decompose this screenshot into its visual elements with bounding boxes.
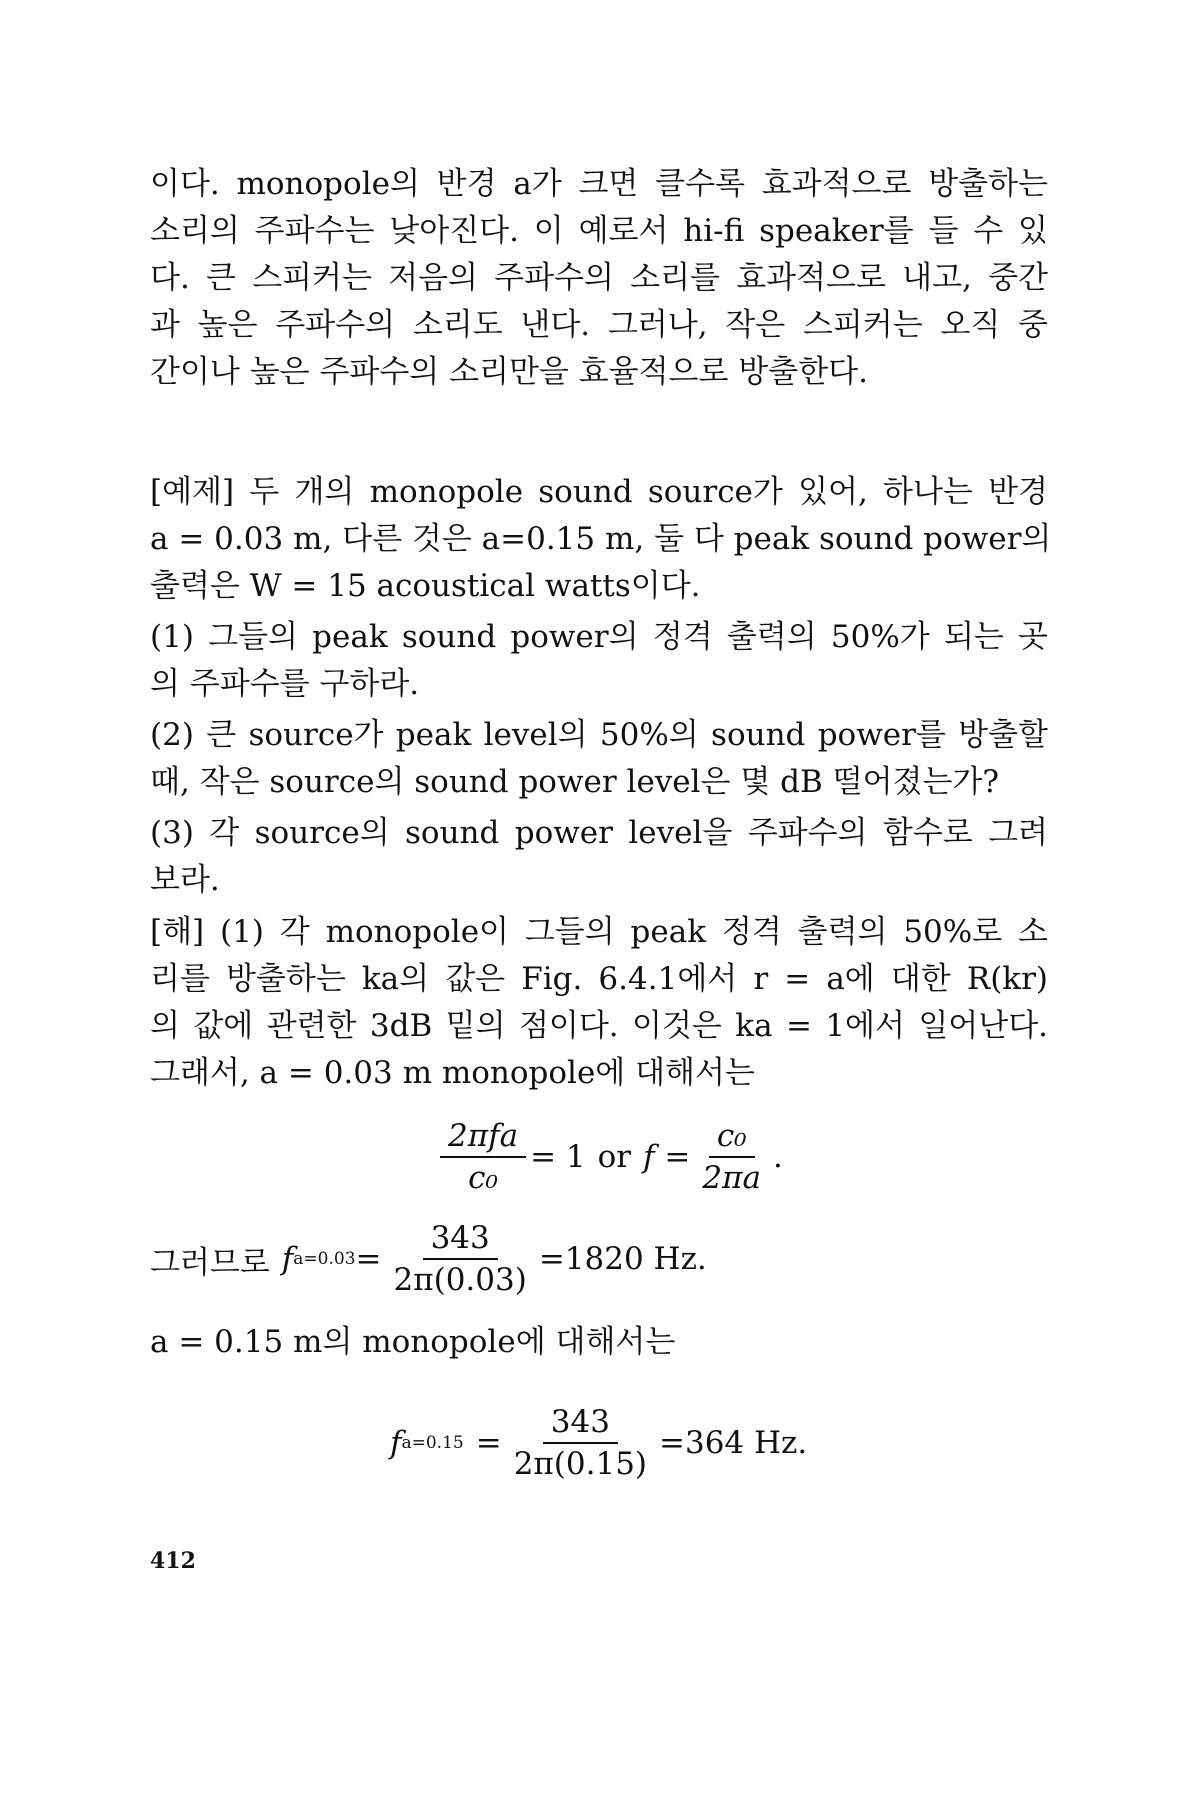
result-large: =364 Hz. (659, 1425, 808, 1461)
or-word: or (597, 1139, 632, 1175)
example-line-5: 의 주파수를 구하라. (150, 666, 420, 702)
result-small: =1820 Hz. (538, 1241, 707, 1277)
fraction-lhs (440, 1118, 526, 1196)
second-intro-line: a = 0.15 m의 monopole에 대해서는 (150, 1324, 676, 1360)
example-line-6: (2) 큰 source가 peak level의 50%의 sound power를 방출할 (150, 717, 1048, 753)
fraction-small (386, 1220, 535, 1298)
intro-line-2: 소리의 주파수는 낮아진다. 이 예로서 hi-fi speaker를 들 수 있 (150, 213, 1048, 249)
fraction-large (506, 1404, 655, 1482)
fraction-rhs-numerator: c₀ (709, 1118, 755, 1158)
equation-f-large (390, 1404, 807, 1482)
example-line-7: 때, 작은 source의 sound power level은 몇 dB 떨어졌는가? (150, 764, 999, 800)
example-line-1: [예제] 두 개의 monopole sound source가 있어, 하나는 반경 (150, 474, 1048, 510)
solution-line-4: 그래서, a = 0.03 m monopole에 대해서는 (150, 1055, 755, 1091)
fraction-large-denominator: 2π(0.15) (513, 1446, 648, 1482)
page-number: 412 (150, 1548, 196, 1574)
example-line-3: 출력은 W = 15 acoustical watts이다. (150, 568, 701, 604)
equation-period: . (773, 1139, 783, 1175)
fraction-rhs (694, 1118, 769, 1196)
solution-line-3: 의 값에 관련한 3dB 밑의 점이다. 이것은 ka = 1에서 일어난다. (150, 1008, 1048, 1044)
fraction-lhs-numerator: 2πfa (440, 1118, 526, 1158)
f-subscript: a=0.03 (293, 1249, 356, 1269)
fraction-small-numerator: 343 (423, 1220, 498, 1260)
f-symbol: f (390, 1425, 402, 1461)
example-line-8: (3) 각 source의 sound power level을 주파수의 함수로 그려 (150, 815, 1048, 851)
example-line-4: (1) 그들의 peak sound power의 정격 출력의 50%가 되는 곳 (150, 619, 1048, 655)
intro-line-3: 다. 큰 스피커는 저음의 주파수의 소리를 효과적으로 내고, 중간 (150, 260, 1048, 296)
equals-sign: = (475, 1425, 502, 1461)
fraction-small-denominator: 2π(0.03) (393, 1262, 527, 1298)
f-subscript: a=0.15 (401, 1433, 464, 1453)
intro-line-4: 과 높은 주파수의 소리도 낸다. 그러나, 작은 스피커는 오직 중 (150, 307, 1048, 343)
intro-line-5: 간이나 높은 주파수의 소리만을 효율적으로 방출한다. (150, 354, 868, 390)
solution-line-2: 리를 방출하는 ka의 값은 Fig. 6.4.1에서 r = a에 대한 R(kr) (150, 961, 1048, 997)
equation-cutoff-relation (436, 1118, 783, 1196)
equals-one: = 1 (530, 1139, 586, 1175)
example-line-9: 보라. (150, 862, 220, 898)
intro-line-1: 이다. monopole의 반경 a가 크면 클수록 효과적으로 방출하는 (150, 166, 1048, 202)
f-symbol: f (281, 1241, 294, 1277)
equals-sign: = (355, 1241, 382, 1277)
therefore-label: 그러므로 (150, 1244, 270, 1281)
example-line-2: a = 0.03 m, 다른 것은 a=0.15 m, 둘 다 peak sound power의 (150, 521, 1052, 557)
fraction-lhs-denominator: c₀ (468, 1160, 498, 1196)
f-equals: f = (643, 1139, 691, 1175)
fraction-rhs-denominator: 2πa (702, 1160, 762, 1196)
solution-line-1: [해] (1) 각 monopole이 그들의 peak 정격 출력의 50%로 소 (150, 914, 1048, 950)
fraction-large-numerator: 343 (543, 1404, 618, 1444)
equation-f-small (150, 1220, 707, 1298)
